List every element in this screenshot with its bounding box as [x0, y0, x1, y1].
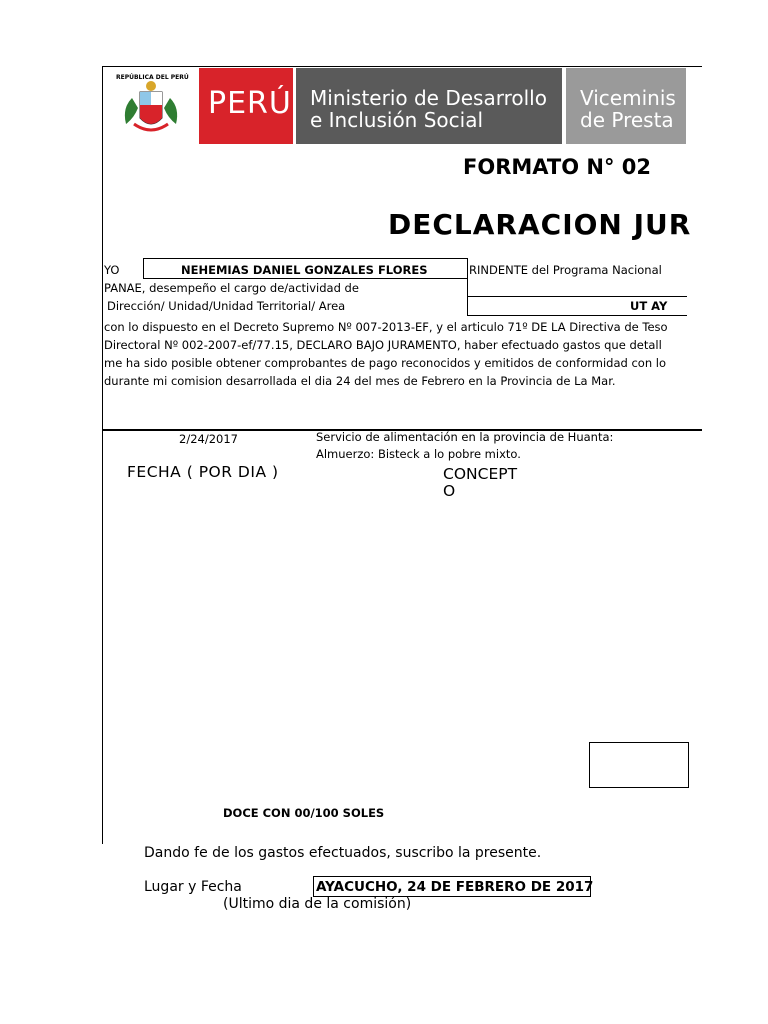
- table-row-concept-line1: Servicio de alimentación en la provincia de Huanta:: [316, 430, 614, 444]
- table-row-date: 2/24/2017: [179, 432, 238, 446]
- paragraph-line-3: me ha sido posible obtener comprobantes de pago reconocidos y emitidos de conformidad con lo: [104, 356, 667, 370]
- paragraph-line-2: Directoral Nº 002-2007-ef/77.15, DECLARO BAJO JURAMENTO, haber efectuado gastos que detall: [104, 338, 662, 352]
- yo-label: YO: [104, 263, 120, 277]
- unit-field-top: [467, 296, 687, 297]
- declaration-title: DECLARACION JUR: [388, 208, 692, 241]
- lugar-label: Lugar y Fecha: [144, 879, 242, 895]
- panae-text: PANAE, desempeño el cargo de/actividad de: [104, 281, 359, 295]
- total-in-words: DOCE CON 00/100 SOLES: [223, 806, 385, 820]
- column-header-concepto-line1: CONCEPT: [443, 465, 518, 483]
- unit-field-bottom: [467, 315, 687, 316]
- top-border: [102, 66, 702, 67]
- rindente-text: RINDENTE del Programa Nacional: [469, 263, 662, 277]
- ministry-name-line2: e Inclusión Social: [310, 108, 484, 132]
- vice-ministry-line2: de Presta: [580, 108, 674, 132]
- name-value: NEHEMIAS DANIEL GONZALES FLORES: [181, 263, 428, 277]
- ministry-name-line1: Ministerio de Desarrollo: [310, 86, 547, 110]
- name-field-divider: [467, 278, 468, 316]
- unit-value[interactable]: UT AY: [630, 299, 668, 313]
- crest-caption: REPÚBLICA DEL PERÚ: [116, 74, 189, 81]
- column-header-fecha: FECHA ( POR DIA ): [127, 463, 279, 481]
- dando-fe-text: Dando fe de los gastos efectuados, suscribo la presente.: [144, 845, 542, 861]
- peru-label: PERÚ: [208, 86, 292, 121]
- table-row-concept-line2: Almuerzo: Bisteck a lo pobre mixto.: [316, 447, 521, 461]
- left-border: [102, 66, 103, 844]
- column-header-concepto-line2: O: [443, 482, 456, 500]
- paragraph-line-1: con lo dispuesto en el Decreto Supremo Nº 007-2013-EF, y el articulo 71º DE LA Directiva de Teso: [104, 320, 668, 334]
- vice-ministry-line1: Viceminis: [580, 86, 676, 110]
- direccion-label: Dirección/ Unidad/Unidad Territorial/ Area: [107, 299, 346, 313]
- peru-crest: [114, 68, 188, 144]
- lugar-fecha-value: AYACUCHO, 24 DE FEBRERO DE 2017: [316, 879, 594, 895]
- ultimo-dia-note: (Ultimo dia de la comisión): [223, 896, 412, 912]
- total-amount-box[interactable]: [589, 742, 689, 788]
- format-title: FORMATO N° 02: [463, 155, 651, 179]
- paragraph-line-4: durante mi comision desarrollada el dia 24 del mes de Febrero en la Provincia de La Mar.: [104, 374, 616, 388]
